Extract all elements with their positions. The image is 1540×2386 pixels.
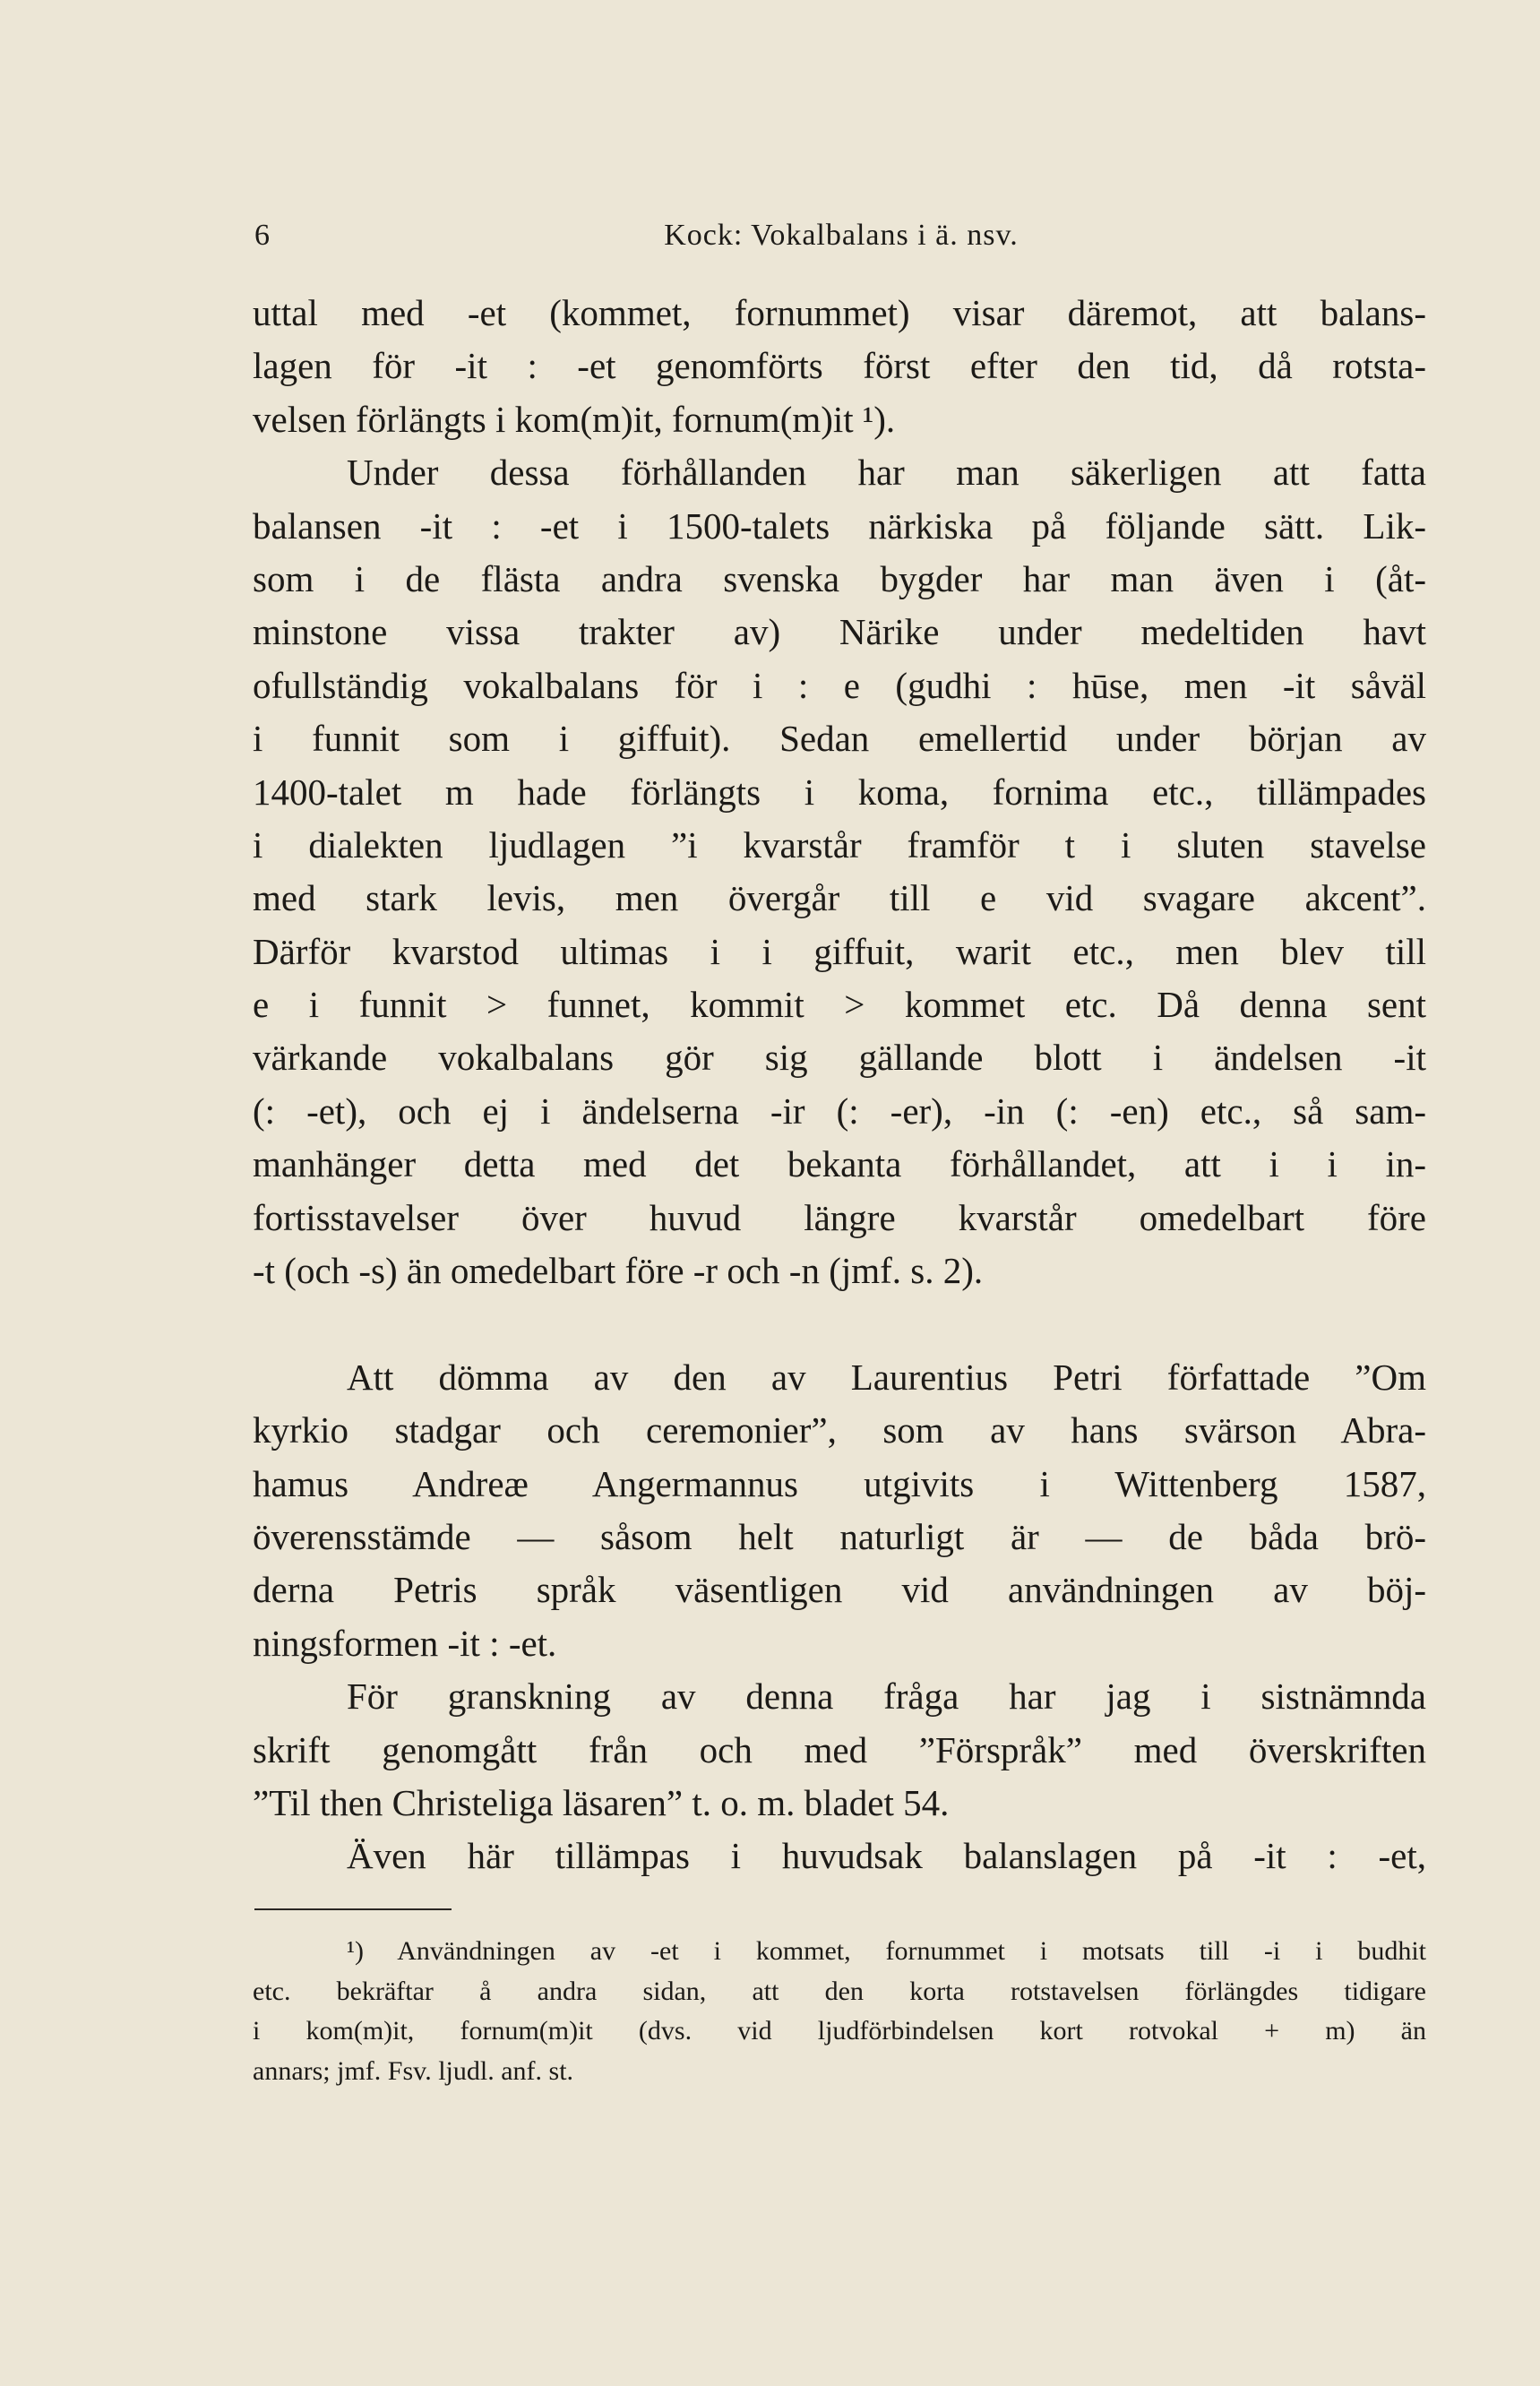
page-number: 6 (254, 219, 271, 252)
text-line: lagen för -it : -et genomförts först efter den tid, då rotsta- (253, 345, 1426, 387)
footnote-line: etc. bekräftar å andra sidan, att den korta rotstavelsen förlängdes tidigare (253, 1976, 1426, 2006)
text-line: För granskning av denna fråga har jag i sistnämnda (347, 1675, 1426, 1718)
text-line: minstone vissa trakter av) Närike under medeltiden havt (253, 611, 1426, 653)
text-line: som i de flästa andra svenska bygder har man även i (åt- (253, 557, 1426, 599)
text-line: med stark levis, men övergår till e vid svagare akcent”. (253, 877, 1426, 919)
text-line: hamus Andreæ Angermannus utgivits i Wittenberg 1587, (253, 1462, 1426, 1504)
text-line: i funnit som i giffuit). Sedan emellertid under början av (253, 718, 1426, 760)
text-line: e i funnit > funnet, kommit > kommet etc. Då denna sent (253, 984, 1426, 1026)
footnote-line: annars; jmf. Fsv. ljudl. anf. st. (253, 2055, 574, 2086)
text-line: överensstämde — såsom helt naturligt är — de båda brö- (253, 1515, 1426, 1557)
text-line: balansen -it : -et i 1500-talets närkiska på följande sätt. Lik- (253, 504, 1426, 547)
text-line: ”Til then Christeliga läsaren” t. o. m. bladet 54. (253, 1781, 950, 1823)
text-line: (: -et), och ej i ändelserna -ir (: -er), -in (: -en) etc., så sam- (253, 1090, 1426, 1132)
text-line: fortisstavelser över huvud längre kvarstår omedelbart före (253, 1196, 1426, 1238)
footnote-line: ¹) Användningen av -et i kommet, fornummet i motsats till -i i budhit (347, 1936, 1426, 1966)
text-line: -t (och -s) än omedelbart före -r och -n (jmf. s. 2). (253, 1250, 984, 1292)
footnote-line: i kom(m)it, fornum(m)it (dvs. vid ljudförbindelsen kort rotvokal + m) än (253, 2016, 1426, 2046)
text-line: skrift genomgått från och med ”Förspråk” med överskriften (253, 1728, 1426, 1770)
text-line: i dialekten ljudlagen ”i kvarstår framför t i sluten stavelse (253, 823, 1426, 866)
text-line: 1400-talet m hade förlängts i koma, fornima etc., tillämpades (253, 771, 1426, 813)
text-line: derna Petris språk väsentligen vid användningen av böj- (253, 1569, 1426, 1611)
text-line: Att dömma av den av Laurentius Petri författade ”Om (347, 1356, 1426, 1398)
text-line: Under dessa förhållanden har man säkerligen att fatta (347, 452, 1426, 494)
footnote (253, 1932, 1426, 2091)
text-line: ningsformen -it : -et. (253, 1622, 557, 1664)
text-line: Även här tillämpas i huvudsak balanslagen på -it : -et, (347, 1835, 1426, 1877)
text-line: uttal med -et (kommet, fornummet) visar däremot, att balans- (253, 292, 1426, 333)
running-title: Kock: Vokalbalans i ä. nsv. (664, 219, 1019, 252)
paragraph-gap (253, 1297, 1426, 1350)
text-line: kyrkio stadgar och ceremonier”, som av hans svärson Abra- (253, 1409, 1426, 1451)
footnote-rule (254, 1908, 452, 1910)
page-header (254, 219, 1428, 263)
body-text (253, 287, 1426, 1883)
text-line: velsen förlängts i kom(m)it, fornum(m)it ¹). (253, 398, 896, 440)
text-line: ofullständig vokalbalans för i : e (gudhi : hūse, men -it såväl (253, 664, 1426, 706)
text-line: värkande vokalbalans gör sig gällande blott i ändelsen -it (253, 1037, 1426, 1079)
text-line: Därför kvarstod ultimas i i giffuit, warit etc., men blev till (253, 930, 1426, 972)
text-line: manhänger detta med det bekanta förhållandet, att i i in- (253, 1143, 1426, 1185)
